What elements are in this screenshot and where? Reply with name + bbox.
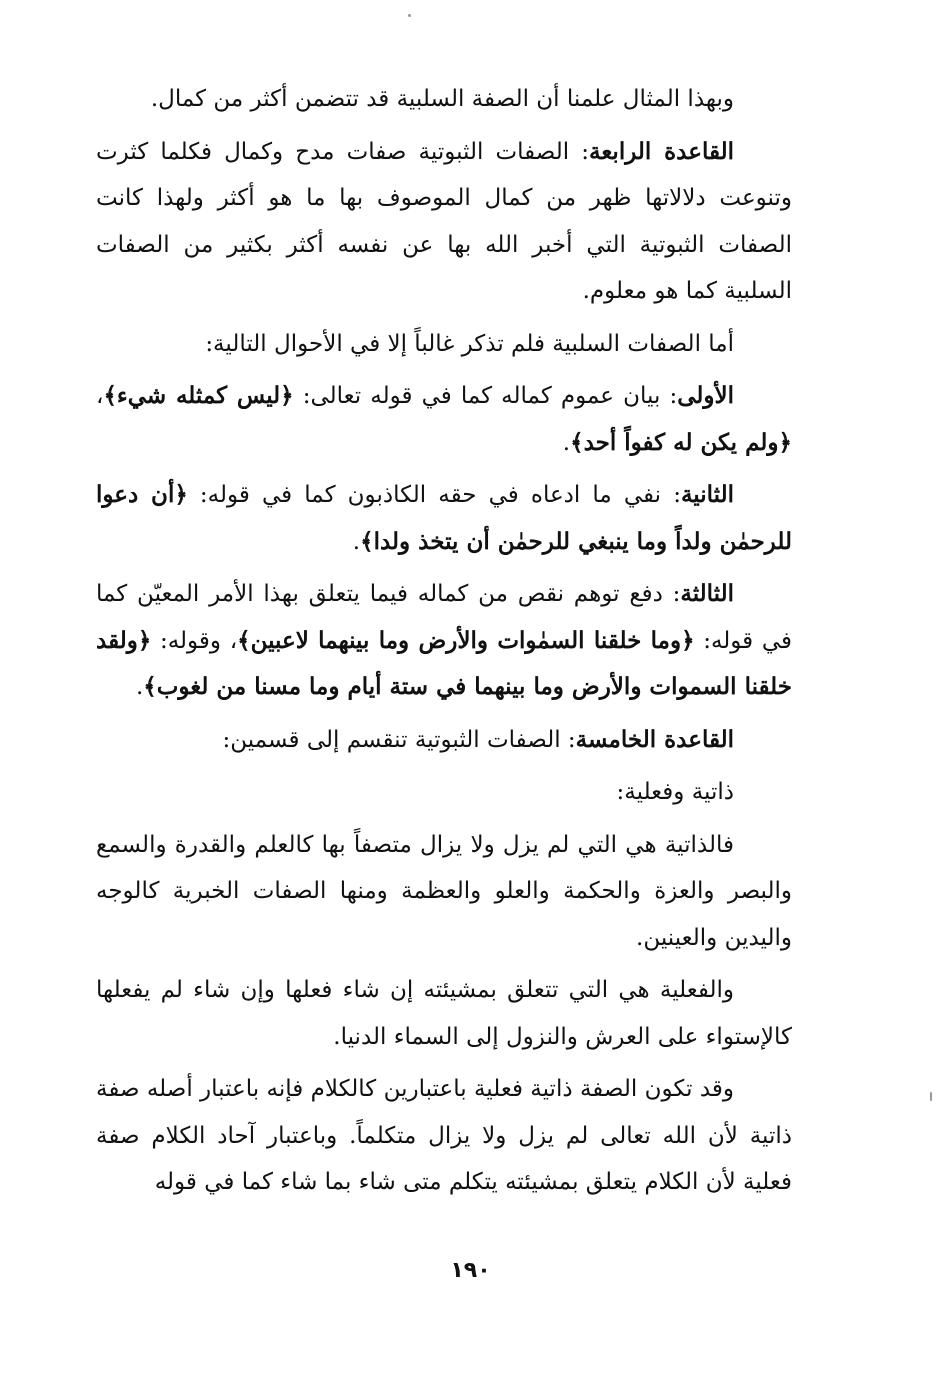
case-heading: الثالثة [680, 580, 734, 607]
paragraph-rule-four [96, 129, 792, 315]
paragraph-text: : الصفات الثبوتية تنقسم إلى قسمين: [222, 726, 576, 753]
paragraph-case-third [96, 571, 792, 711]
paragraph-text: وقد تكون الصفة ذاتية فعلية باعتبارين كالكلام فإنه باعتبار أصله صفة ذاتية لأن الله تعالى لم يزل ولا يزال متكلماً. وباعتبار آحاد الكلام صفة فعلية لأن الكلام يتعلق بمشيئته يتكلم متى شاء بما شاء كما في قوله [96, 1076, 792, 1195]
paragraph-both-attributes [96, 1066, 792, 1206]
paragraph-text: أما الصفات السلبية فلم تذكر غالباً إلا في الأحوال التالية: [205, 330, 734, 357]
paragraph-categories [96, 769, 792, 816]
paragraph-text: والفعلية هي التي تتعلق بمشيئته إن شاء فعلها وإن شاء لم يفعلها كالإستواء على العرش والنزول إلى السماء الدنيا. [96, 977, 792, 1050]
paragraph-text: : الصفات الثبوتية صفات مدح وكمال فكلما كثرت وتنوعت دلالاتها ظهر من كمال الموصوف بها ما هو أكثر ولهذا كانت الصفات الثبوتية التي أخبر الله بها عن نفسه أكثر بكثير من الصفات السلبية كما هو معلوم. [96, 138, 792, 304]
page-body [96, 76, 792, 1212]
paragraph-text: وبهذا المثال علمنا أن الصفة السلبية قد تتضمن أكثر من كمال. [150, 86, 734, 112]
paragraph-intro [96, 76, 792, 123]
paragraph-text: . [135, 674, 144, 700]
quran-quote: ﴿ولم يكن له كفواً أحد﴾ [570, 428, 792, 456]
scan-speck [408, 14, 411, 17]
paragraph-text: . [562, 429, 571, 456]
paragraph-rule-five [96, 717, 792, 764]
paragraph-case-first [96, 373, 792, 466]
paragraph-negative-attributes [96, 321, 792, 368]
rule-heading: القاعدة الرابعة [589, 137, 735, 165]
paragraph-action-attributes [96, 967, 792, 1060]
paragraph-text: ، وقوله: [151, 627, 238, 654]
quran-quote: ﴿ليس كمثله شيء﴾ [103, 382, 294, 409]
page-number: ١٩٠ [450, 1258, 491, 1283]
paragraph-text: : دفع توهم نقص من كماله فيما يتعلق بهذا الأمر المعيّن كما في قوله: [96, 581, 792, 654]
rule-heading: القاعدة الخامسة [575, 725, 734, 753]
quran-quote: ﴿ولقد خلقنا السموات والأرض وما بينهما في ستة أيام وما مسنا من لغوب﴾ [96, 626, 792, 700]
paragraph-essential-attributes [96, 822, 792, 962]
paragraph-text: : بيان عموم كماله كما في قوله تعالى: [293, 383, 678, 409]
paragraph-text: : نفي ما ادعاه في حقه الكاذبون كما في قوله: [187, 482, 681, 508]
paragraph-text: ، [96, 383, 104, 409]
quran-quote: ﴿وما خلقنا السمٰوات والأرض وما بينهما لاعبين﴾ [237, 626, 695, 654]
case-heading: الثانية [680, 481, 734, 508]
paragraph-case-second [96, 472, 792, 565]
case-heading: الأولى [677, 382, 734, 409]
paragraph-text: فالذاتية هي التي لم يزل ولا يزال متصفاً بها كالعلم والقدرة والسمع والبصر والعزة والحكمة والعلو والعظمة ومنها الصفات الخبرية كالوجه واليدين والعينين. [96, 831, 792, 951]
scan-speck [930, 1092, 932, 1101]
paragraph-text: ذاتية وفعلية: [616, 779, 734, 805]
paragraph-text: . [352, 528, 361, 555]
quran-quote: ﴿أن دعوا للرحمٰن ولداً وما ينبغي للرحمٰن أن يتخذ ولدا﴾ [96, 481, 792, 555]
